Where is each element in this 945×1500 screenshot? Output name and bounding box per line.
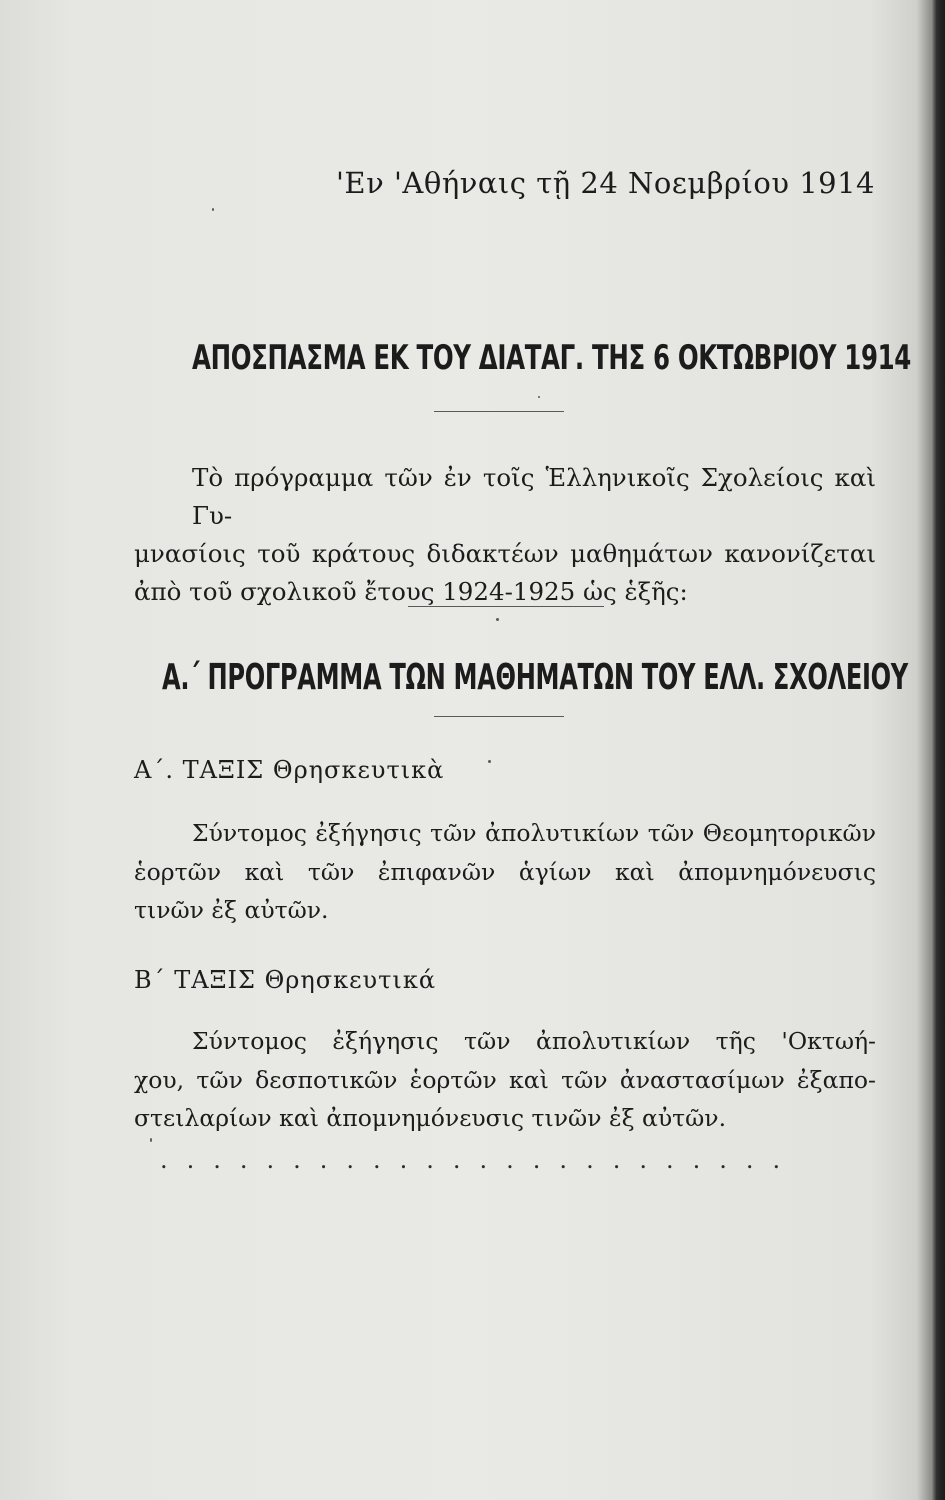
divider-rule [408,606,604,607]
intro-line: ἀπὸ τοῦ σχολικοῦ ἔτους 1924-1925 ὡς ἑξῆς: [134,577,688,606]
paper-speck [538,396,540,398]
paragraph-line: Σύντομος ἐξήγησις τῶν ἀπολυτικίων τῆς 'Οκτωή- [192,1027,876,1055]
intro-line: μνασίοις τοῦ κράτους διδακτέων μαθημάτων κανονίζεται [134,539,876,568]
divider-rule [434,716,564,717]
divider-rule [434,411,564,412]
paragraph-line: ἑορτῶν καὶ τῶν ἐπιφανῶν ἁγίων καὶ ἀπομνημόνευσις [134,857,876,886]
intro-line: Τὸ πρόγραμμα τῶν ἐν τοῖς Ἑλληνικοῖς Σχολείοις καὶ Γυ- [192,463,876,530]
section-title: Α.΄ ΠΡΟΓΡΑΜΜΑ ΤΩΝ ΜΑΘΗΜΑΤΩΝ ΤΟΥ ΕΛΛ. ΣΧΟΛΕΙΟΥ [162,657,908,698]
binding-edge [931,0,945,1500]
intro-paragraph [134,459,876,611]
class-paragraph [134,1022,876,1138]
paper-speck [150,1138,152,1142]
paragraph-line: Σύντομος ἐξήγησις τῶν ἀπολυτικίων τῶν Θεομητορικῶν [192,819,876,847]
class-heading: Β΄ ΤΑΞΙΣ Θρησκευτικά [134,966,437,994]
class-heading: Α΄. ΤΑΞΙΣ Θρησκευτικὰ [134,756,445,784]
ellipsis-dots: ........................ [160,1146,800,1174]
paper-speck [496,618,499,621]
date-line: 'Εν 'Αθήναις τῇ 24 Νοεμβρίου 1914 [335,166,875,200]
paragraph-line: τινῶν ἐξ αὐτῶν. [134,896,329,924]
paragraph-line: στειλαρίων καὶ ἀπομνημόνευσις τινῶν ἐξ αὐτῶν. [134,1104,727,1132]
paper-speck [488,760,491,763]
excerpt-title: ΑΠΟΣΠΑΣΜΑ ΕΚ ΤΟΥ ΔΙΑΤΑΓ. ΤΗΣ 6 ΟΚΤΩΒΡΙΟΥ 1914 [192,338,911,378]
paragraph-line: χου, τῶν δεσποτικῶν ἑορτῶν καὶ τῶν ἀναστασίμων ἐξαπο- [134,1065,876,1094]
paper-speck [212,208,214,211]
class-paragraph [134,814,876,930]
